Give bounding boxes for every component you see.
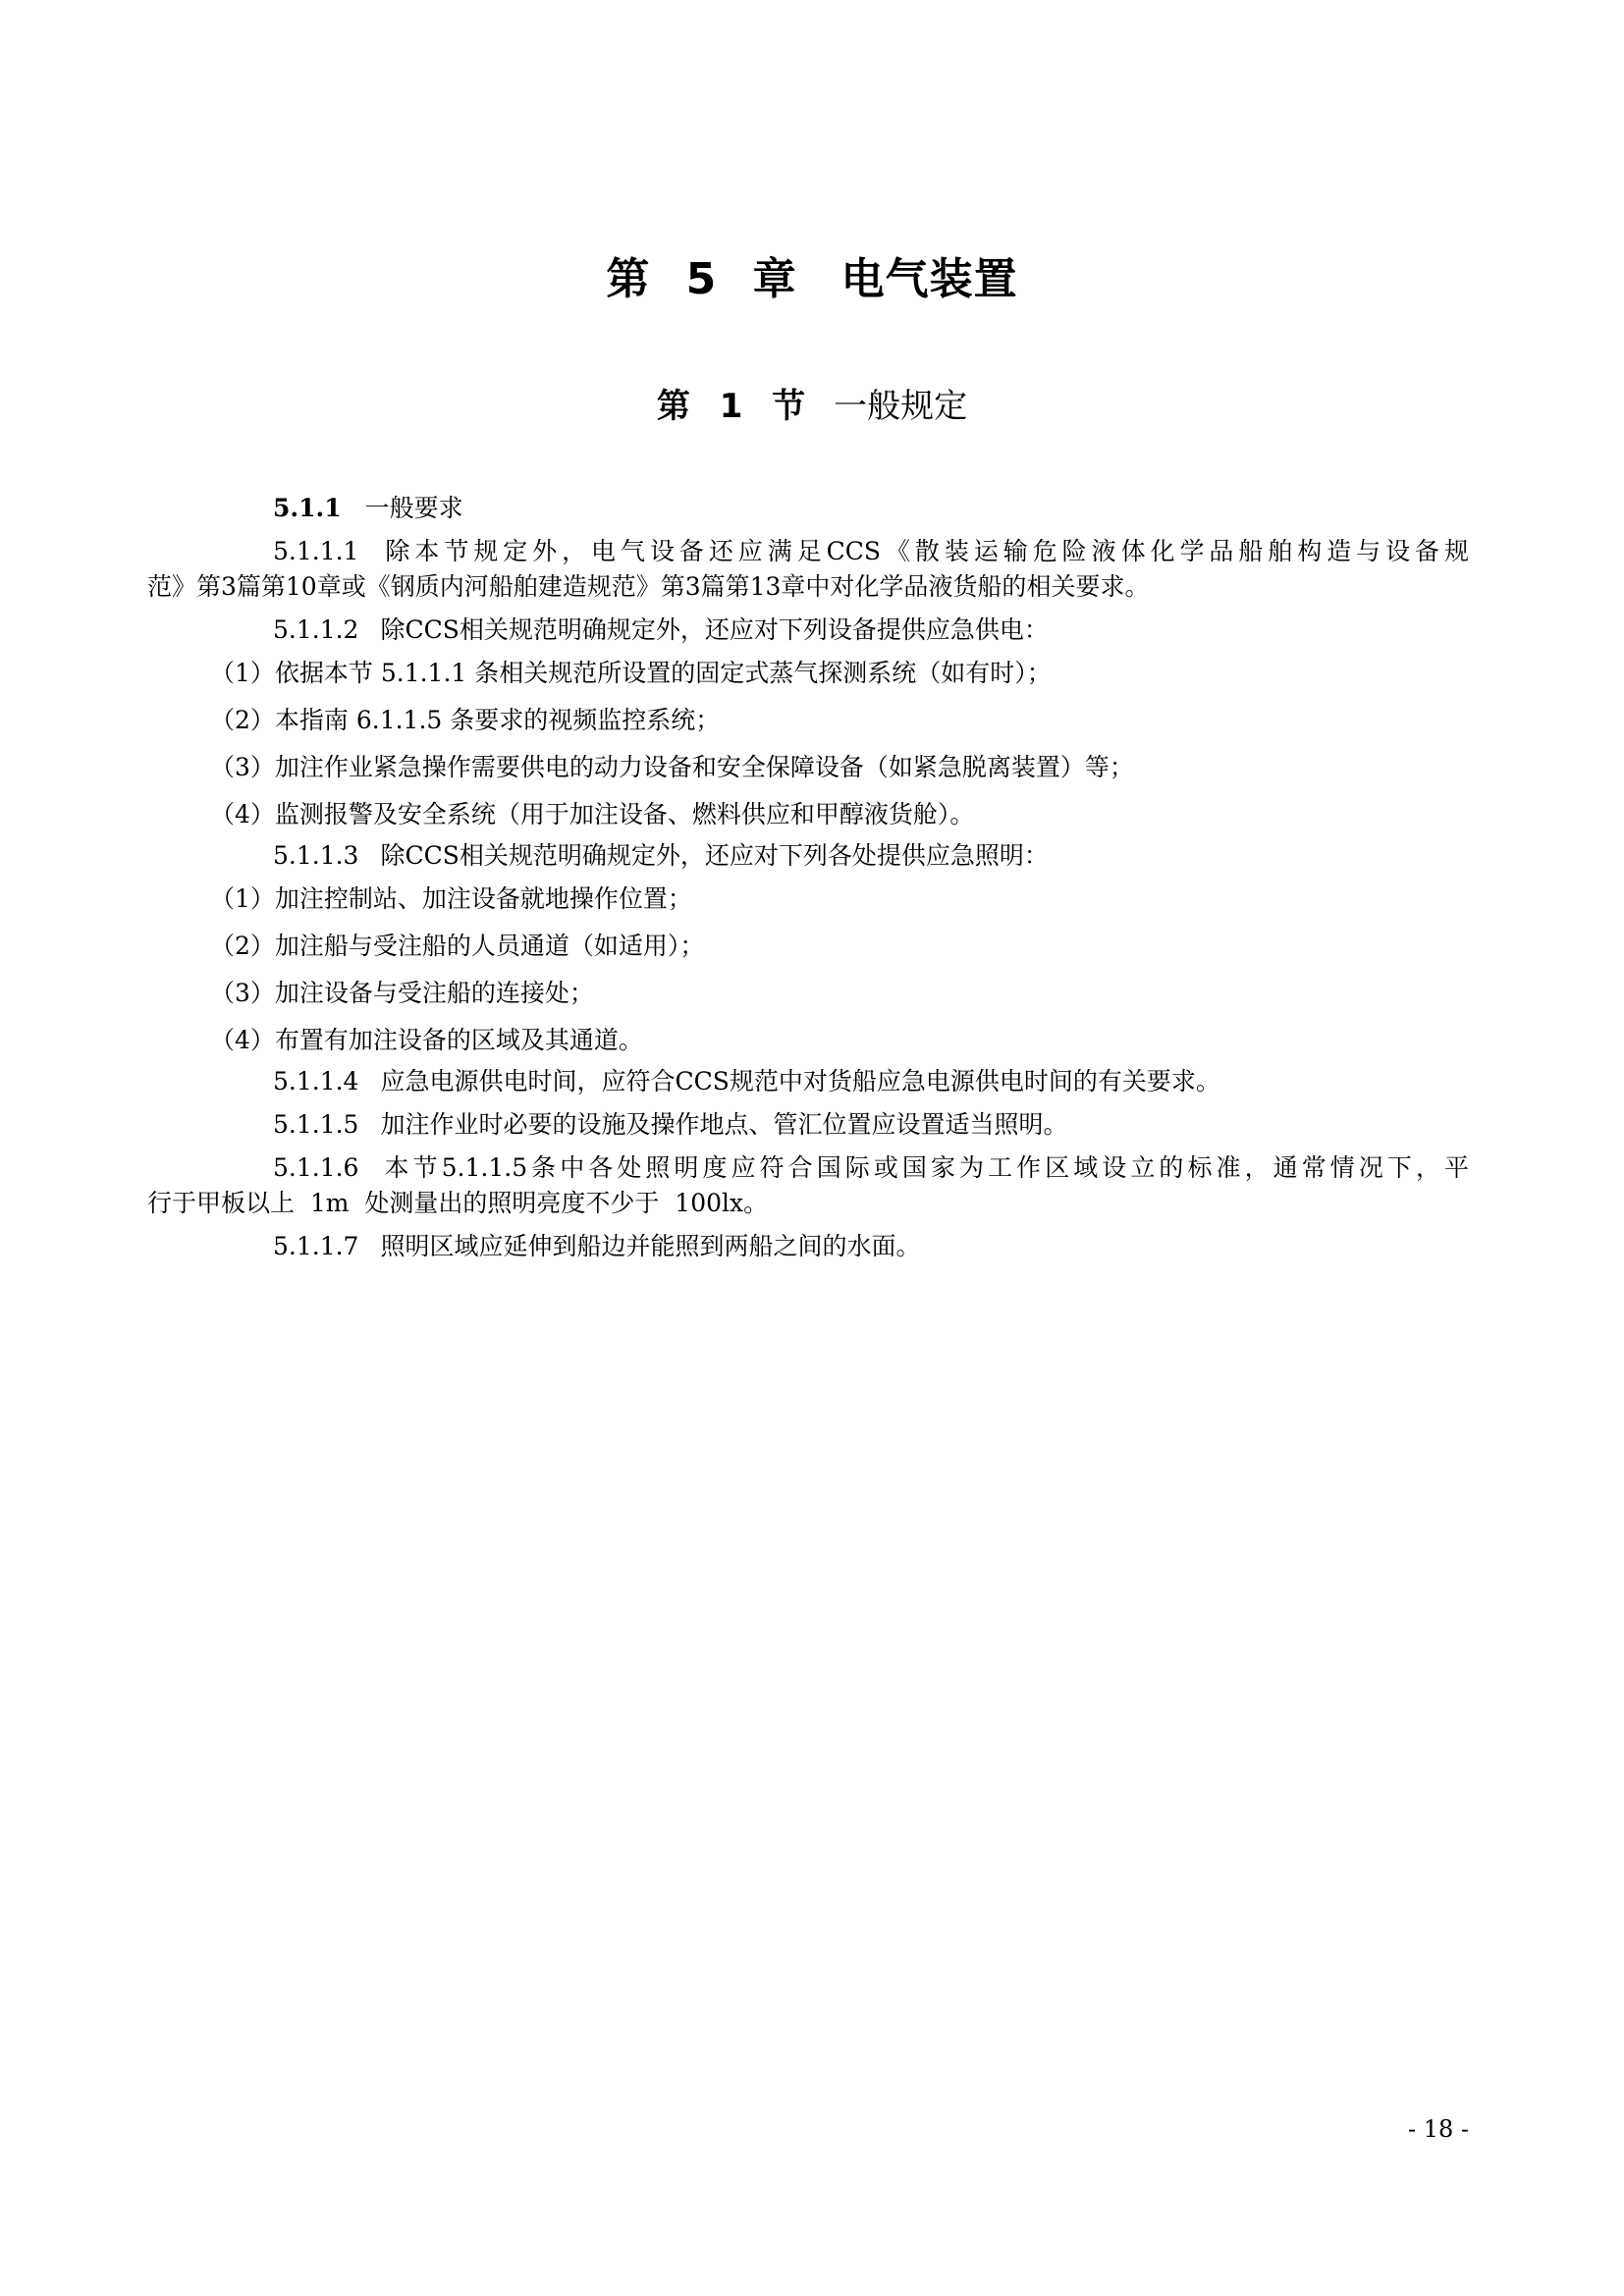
clause-line <box>210 613 1469 648</box>
clause-5-1-1-4 <box>210 1064 1469 1099</box>
clause-5-1-1-3 <box>210 838 1469 874</box>
clause-5-1-1-1 <box>147 534 1469 605</box>
clause-number: 5.1.1.3 <box>273 841 359 870</box>
clause-5-1-1-5 <box>210 1107 1469 1143</box>
clause-line <box>210 838 1469 874</box>
clause-5-1-1-7 <box>210 1229 1469 1264</box>
body-text <box>147 491 1469 1272</box>
clause-line <box>210 1107 1469 1143</box>
clause-text: 除CCS相关规范明确规定外，还应对下列设备提供应急供电： <box>380 615 1049 644</box>
list-item: （2）加注船与受注船的人员通道（如适用）； <box>210 932 705 960</box>
section-title <box>0 379 1624 427</box>
clause-line <box>210 1064 1469 1099</box>
clause-text: 应急电源供电时间，应符合CCS规范中对货船应急电源供电时间的有关要求。 <box>380 1067 1220 1095</box>
list-item: （1）依据本节 5.1.1.1 条相关规范所设置的固定式蒸气探测系统（如有时）； <box>210 659 1052 687</box>
clause-number: 5.1.1.6 <box>273 1153 359 1182</box>
subsection-number: 5.1.1 <box>273 494 342 522</box>
clause-text: 照明区域应延伸到船边并能照到两船之间的水面。 <box>380 1232 921 1260</box>
clause-text: 除本节规定外，电气设备还应满足CCS《散装运输危险液体化学品船舶构造与设备规 <box>380 537 1469 565</box>
section-name: 一般规定 <box>834 387 968 426</box>
clause-number: 5.1.1.4 <box>273 1067 359 1095</box>
clause-number: 5.1.1.1 <box>273 537 359 565</box>
list-item: （4）布置有加注设备的区域及其通道。 <box>210 1026 643 1054</box>
clause-text: 加注作业时必要的设施及操作地点、管汇位置应设置适当照明。 <box>380 1110 1068 1139</box>
clause-line <box>210 534 1469 569</box>
list-item: （2）本指南 6.1.1.5 条要求的视频监控系统； <box>210 706 721 734</box>
chapter-title: 第 5 章 电气装置 <box>606 254 1018 304</box>
clause-number: 5.1.1.2 <box>273 615 359 644</box>
clause-text: 本节5.1.1.5条中各处照明度应符合国际或国家为工作区域设立的标准，通常情况下，平 <box>380 1153 1469 1182</box>
clause-text: 除CCS相关规范明确规定外，还应对下列各处提供应急照明： <box>380 841 1049 870</box>
clause-line <box>210 1150 1469 1186</box>
clause-line-continued: 范》第3篇第10章或《钢质内河船舶建造规范》第3篇第13章中对化学品液货船的相关要求。 <box>147 572 1150 601</box>
list-item: （3）加注设备与受注船的连接处； <box>210 979 594 1007</box>
clause-line-continued: 行于甲板以上 1m 处测量出的照明亮度不少于 100lx。 <box>147 1189 769 1217</box>
list-item: （4）监测报警及安全系统（用于加注设备、燃料供应和甲醇液货舱）。 <box>210 800 975 828</box>
clause-line <box>210 1229 1469 1264</box>
clause-5-1-1-6 <box>147 1150 1469 1221</box>
list-item: （1）加注控制站、加注设备就地操作位置； <box>210 884 692 913</box>
list-item: （3）加注作业紧急操作需要供电的动力设备和安全保障设备（如紧急脱离装置）等； <box>210 753 1134 781</box>
clause-5-1-1-2 <box>210 613 1469 648</box>
page-number: - 18 - <box>1407 2115 1469 2143</box>
clause-number: 5.1.1.7 <box>273 1232 359 1260</box>
subsection-title: 一般要求 <box>364 494 463 522</box>
subsection-heading <box>210 491 1469 526</box>
section-number: 第 1 节 <box>656 387 806 426</box>
clause-number: 5.1.1.5 <box>273 1110 359 1139</box>
